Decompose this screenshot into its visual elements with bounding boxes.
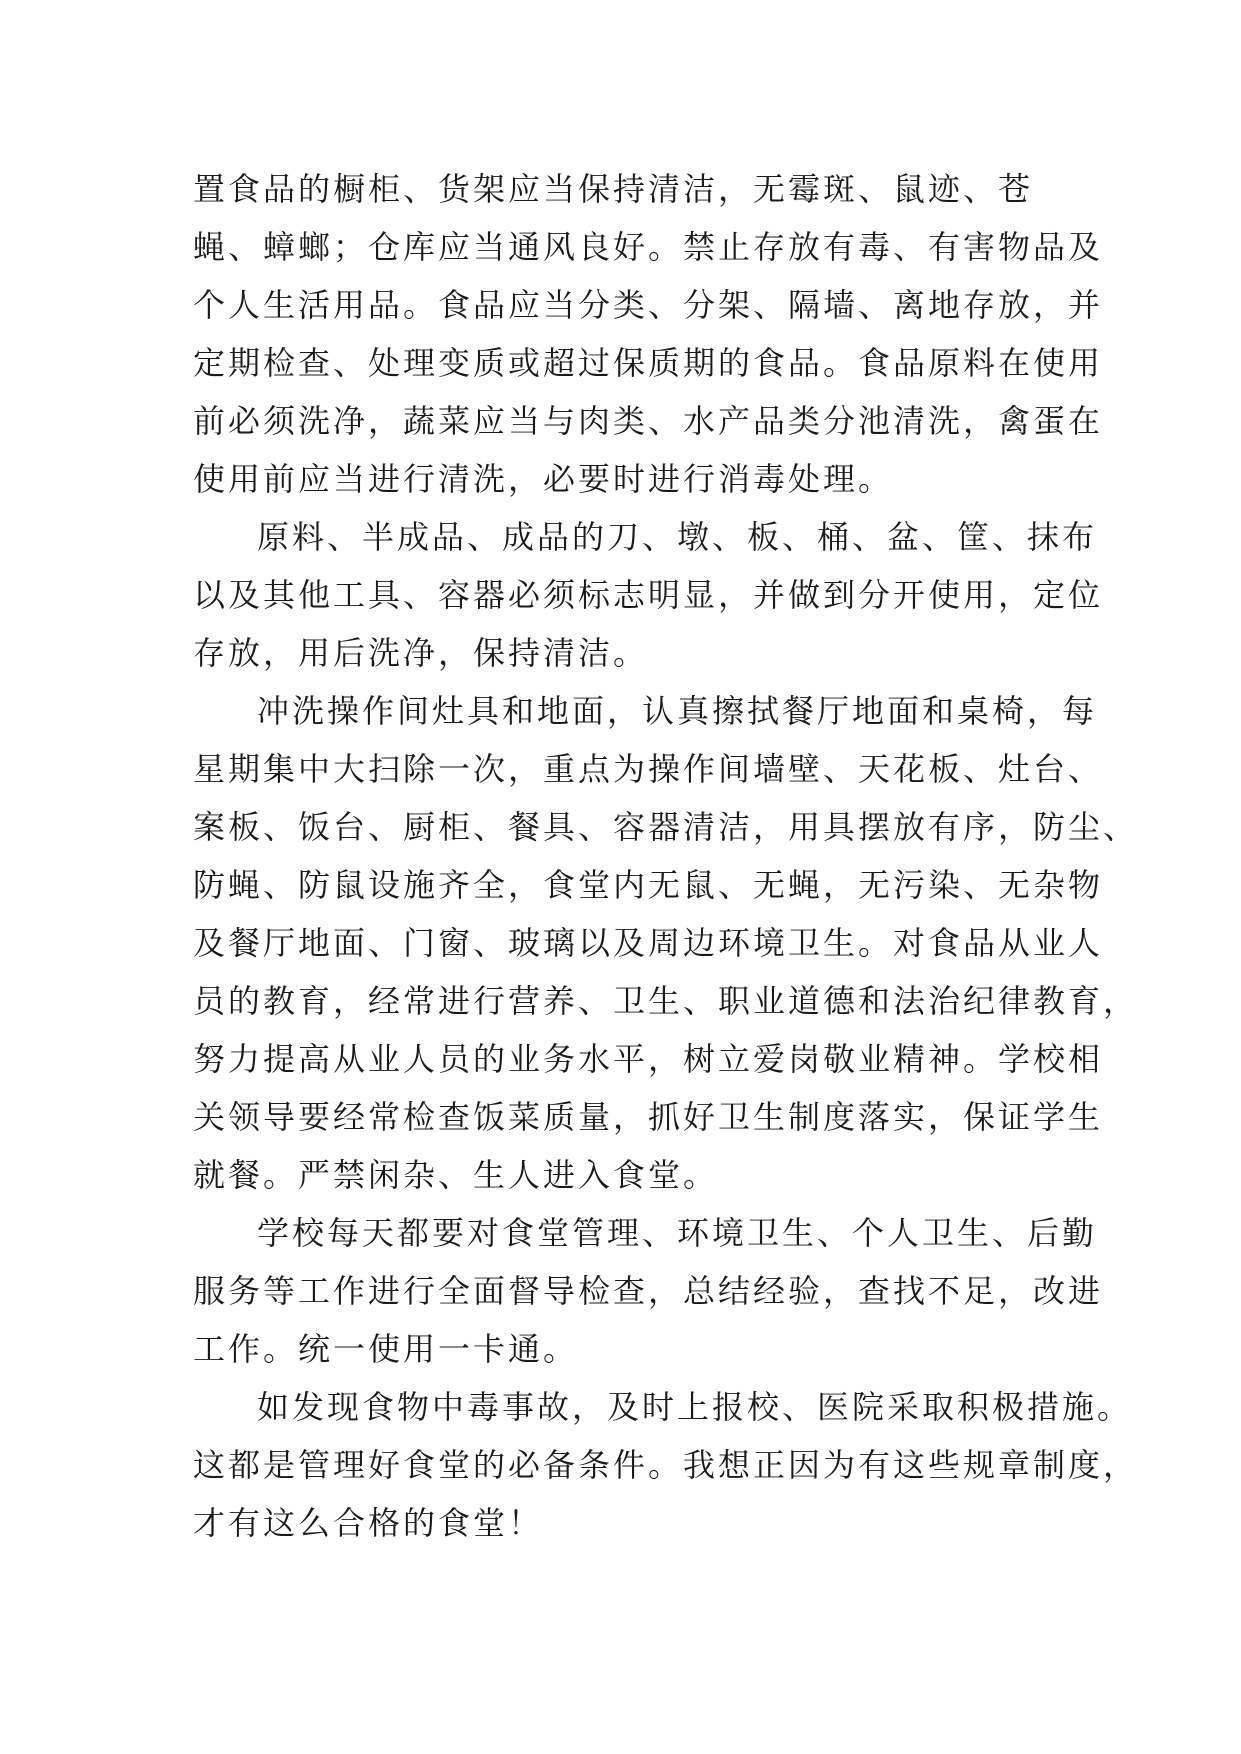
paragraph-line: 关领导要经常检查饭菜质量，抓好卫生制度落实，保证学生 — [193, 1098, 1104, 1136]
paragraph-line: 存放，用后洗净，保持清洁。 — [193, 634, 649, 672]
paragraph-line: 及餐厅地面、门窗、玻璃以及周边环境卫生。对食品从业人 — [193, 924, 1104, 962]
paragraph-line: 防蝇、防鼠设施齐全，食堂内无鼠、无蝇，无污染、无杂物 — [193, 866, 1104, 904]
paragraph-line: 蝇、蟑螂；仓库应当通风良好。禁止存放有毒、有害物品及 — [193, 228, 1104, 266]
paragraph-line: 才有这么合格的食堂！ — [193, 1504, 544, 1542]
paragraph-line: 案板、饭台、厨柜、餐具、容器清洁，用具摆放有序，防尘、 — [193, 808, 1139, 846]
paragraph-line: 学校每天都要对食堂管理、环境卫生、个人卫生、后勤 — [257, 1214, 1098, 1252]
paragraph-4 — [193, 1204, 1104, 1378]
paragraph-line: 个人生活用品。食品应当分类、分架、隔墙、离地存放，并 — [193, 286, 1104, 324]
document-body — [193, 160, 1139, 1552]
paragraph-line: 置食品的橱柜、货架应当保持清洁，无霉斑、鼠迹、苍 — [193, 170, 1034, 208]
paragraph-line: 定期检查、处理变质或超过保质期的食品。食品原料在使用 — [193, 344, 1104, 382]
paragraph-2 — [193, 508, 1104, 682]
paragraph-line: 就餐。严禁闲杂、生人进入食堂。 — [193, 1156, 719, 1194]
paragraph-line: 服务等工作进行全面督导检查，总结经验，查找不足，改进 — [193, 1272, 1104, 1310]
paragraph-1 — [193, 160, 1104, 508]
paragraph-line: 原料、半成品、成品的刀、墩、板、桶、盆、筐、抹布 — [257, 518, 1098, 556]
paragraph-line: 努力提高从业人员的业务水平，树立爱岗敬业精神。学校相 — [193, 1040, 1104, 1078]
paragraph-line: 如发现食物中毒事故，及时上报校、医院采取积极措施。 — [257, 1388, 1133, 1426]
paragraph-line: 工作。统一使用一卡通。 — [193, 1330, 579, 1368]
paragraph-line: 员的教育，经常进行营养、卫生、职业道德和法治纪律教育， — [193, 982, 1139, 1020]
paragraph-3 — [193, 682, 1139, 1204]
paragraph-line: 以及其他工具、容器必须标志明显，并做到分开使用，定位 — [193, 576, 1104, 614]
paragraph-line: 这都是管理好食堂的必备条件。我想正因为有这些规章制度， — [193, 1446, 1139, 1484]
paragraph-line: 星期集中大扫除一次，重点为操作间墙壁、天花板、灶台、 — [193, 750, 1104, 788]
paragraph-line: 前必须洗净，蔬菜应当与肉类、水产品类分池清洗，禽蛋在 — [193, 402, 1104, 440]
paragraph-line: 冲洗操作间灶具和地面，认真擦拭餐厅地面和桌椅，每 — [257, 692, 1098, 730]
paragraph-5 — [193, 1378, 1139, 1552]
paragraph-line: 使用前应当进行清洗，必要时进行消毒处理。 — [193, 460, 894, 498]
